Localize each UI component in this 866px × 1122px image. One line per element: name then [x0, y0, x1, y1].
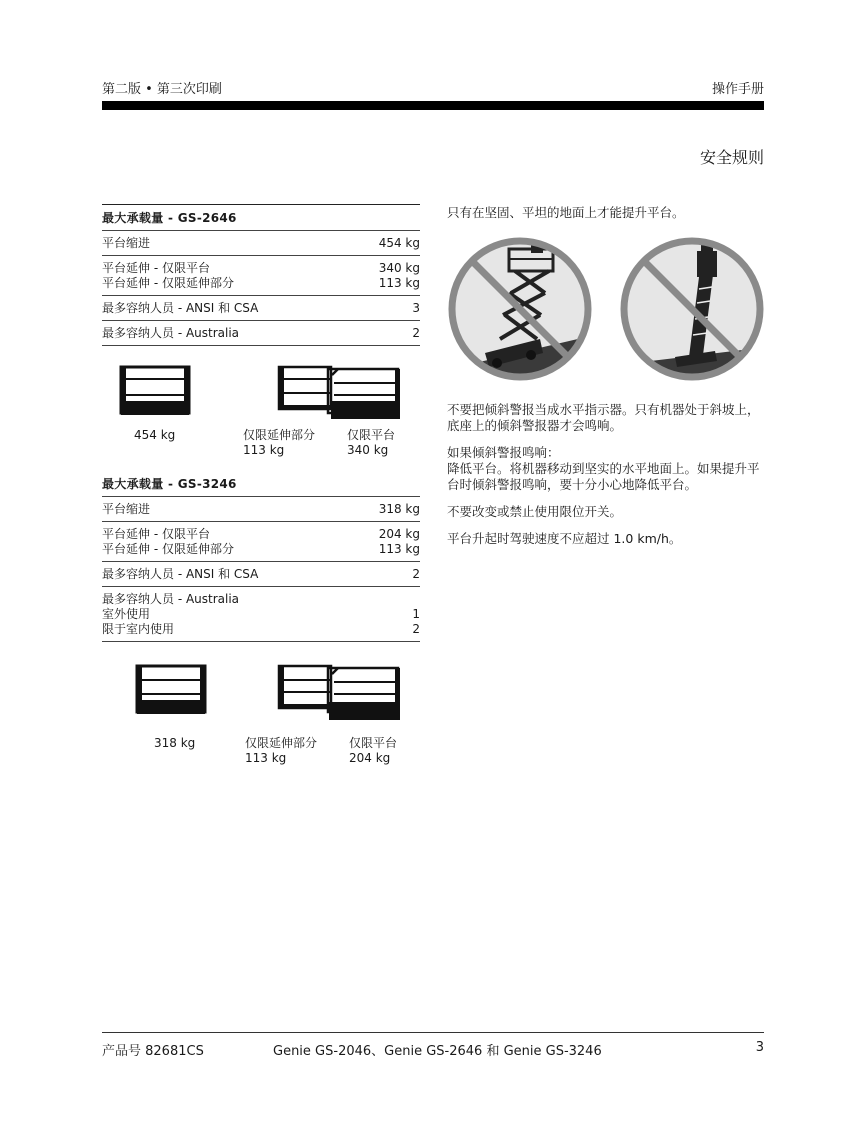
table-row: 最多容纳人员 - Australia 室外使用 限于室内使用 1 2 [102, 586, 420, 642]
table-title: 最大承载量 - GS-2646 [102, 211, 237, 225]
caption-extension-only: 仅限延伸部分 113 kg [245, 736, 318, 765]
table-row: 平台缩进 454 kg [102, 230, 420, 255]
platform-extended-diagram [276, 664, 404, 722]
caption-extension-only: 仅限延伸部分 113 kg [243, 428, 316, 457]
no-slope-side-view-icon [617, 235, 769, 383]
table-row: 最多容纳人员 - ANSI 和 CSA 2 [102, 561, 420, 586]
table-row: 平台延伸 - 仅限平台 平台延伸 - 仅限延伸部分 204 kg 113 kg [102, 521, 420, 561]
capacity-table-gs3246 [102, 471, 420, 642]
caption-retracted: 318 kg [154, 736, 196, 750]
table-row: 最多容纳人员 - Australia 2 [102, 320, 420, 346]
no-slope-scissor-lift-icon [445, 235, 597, 383]
footer-rule [102, 1032, 764, 1033]
platform-extended-diagram [276, 365, 406, 421]
footer-part-number: 产品号 82681CS [102, 1044, 204, 1059]
caption-retracted: 454 kg [134, 428, 176, 442]
section-title: 安全规则 [699, 148, 764, 167]
footer-page-number: 3 [755, 1040, 764, 1055]
platform-retracted-diagram [118, 365, 198, 419]
drive-speed-warning: 平台升起时驾驶速度不应超过 1.0 km/h。 [447, 531, 682, 546]
instruction-firm-ground: 只有在坚固、平坦的地面上才能提升平台。 [447, 205, 685, 220]
caption-platform-only: 仅限平台 204 kg [349, 736, 398, 765]
table-title: 最大承载量 - GS-3246 [102, 477, 237, 491]
limit-switch-warning: 不要改变或禁止使用限位开关。 [447, 504, 623, 519]
platform-retracted-diagram [134, 664, 210, 718]
header-rule [102, 101, 764, 110]
tilt-alarm-text [447, 402, 765, 558]
header-manual-title: 操作手册 [711, 82, 764, 97]
caption-platform-only: 仅限平台 340 kg [347, 428, 396, 457]
table-row: 平台延伸 - 仅限平台 平台延伸 - 仅限延伸部分 340 kg 113 kg [102, 255, 420, 295]
header-edition: 第二版 • 第三次印刷 [102, 82, 222, 97]
footer-models: Genie GS-2046、Genie GS-2646 和 Genie GS-3246 [273, 1044, 602, 1059]
capacity-table-gs2646 [102, 204, 420, 346]
table-row: 最多容纳人员 - ANSI 和 CSA 3 [102, 295, 420, 320]
tilt-alarm-warning: 不要把倾斜警报当成水平指示器。只有机器处于斜坡上，底座上的倾斜警报器才会鸣响。 [447, 402, 760, 433]
tilt-alarm-action: 如果倾斜警报鸣响： 降低平台。将机器移动到坚实的水平地面上。如果提升平台时倾斜警报鸣响，要十分小心地降低平台。 [447, 445, 760, 492]
table-row: 平台缩进 318 kg [102, 496, 420, 521]
